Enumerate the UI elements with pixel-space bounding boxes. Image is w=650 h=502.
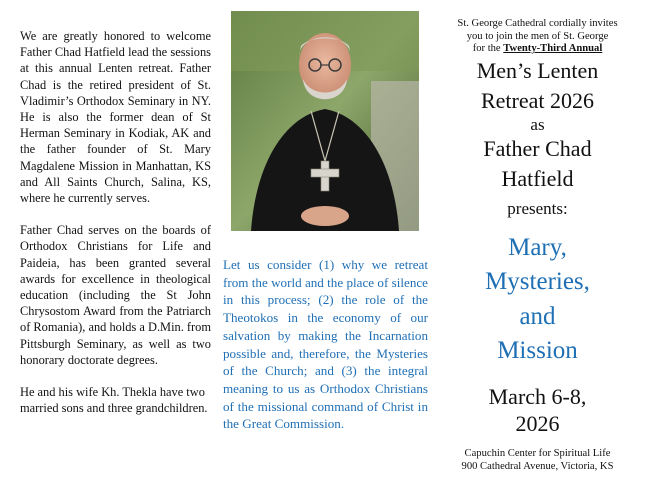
speaker-portrait-image (231, 11, 419, 231)
topic-line-2: Mysteries, (485, 268, 590, 296)
bio-paragraph-2: Father Chad serves on the boards of Orthodox Christians for Life and Paideia, has been granted several awards for excellence in theological education (including the St John Chrysostom Award from the Patriarch of Romania), and holds a D.Min. from Pittsburgh Seminary, as well as two honorary doctorate degrees. (20, 223, 211, 367)
invite-line-3-prefix: for the (472, 43, 504, 55)
bio-paragraph-1: We are greatly honored to welcome Father Chad Hatfield lead the sessions at this annual Lenten retreat. Father Chad is the retired president of St. Vladimir’s Orthodox Seminary in NY. He is also the former dean of St Herman Seminary in Kodiak, AK and the father founder of St. Mary Magdalene Mission in Manhattan, KS and All Saints Church, Salina, KS, where he currently serves. (20, 29, 211, 206)
retreat-topic (437, 231, 638, 369)
speaker-photo (231, 11, 419, 231)
topic-line-3: and (519, 302, 556, 330)
speaker-bio (20, 28, 211, 432)
event-dates (437, 383, 638, 437)
retreat-description: Let us consider (1) why we retreat from the world and the place of silence in this process; (2) the role of the Theotokos in the economy of our salvation by making the Incarnation possible and, therefore, the Mysteries of the Church; and (3) the integral meaning to us as Orthodox Christians of the missional command of Christ in the Great Commission. (223, 257, 428, 432)
invitation-text (437, 18, 638, 56)
event-info (437, 18, 638, 473)
event-title-line-2: Retreat 2026 (480, 87, 595, 113)
venue-info (437, 447, 638, 473)
presents-label: presents: (507, 198, 568, 218)
invite-line-2: you to join the men of St. George (466, 30, 609, 42)
invite-line-1: St. George Cathedral cordially invites (457, 18, 618, 29)
topic-line-4: Mission (497, 337, 578, 365)
venue-name: Capuchin Center for Spiritual Life (464, 447, 611, 459)
event-as: as (530, 114, 545, 134)
invite-line-3-emphasis: Twenty-Third Annual (503, 43, 603, 55)
dates-line-1: March 6-8, (488, 383, 587, 409)
speaker-name-line-1: Father Chad (483, 135, 592, 161)
speaker-name-line-2: Hatfield (501, 165, 574, 191)
dates-line-2: 2026 (515, 410, 560, 436)
event-title-line-1: Men’s Lenten (476, 57, 599, 83)
bio-paragraph-3: He and his wife Kh. Thekla have two married sons and three grandchildren. (20, 385, 208, 416)
venue-address: 900 Cathedral Avenue, Victoria, KS (461, 460, 614, 472)
topic-line-1: Mary, (508, 233, 567, 261)
